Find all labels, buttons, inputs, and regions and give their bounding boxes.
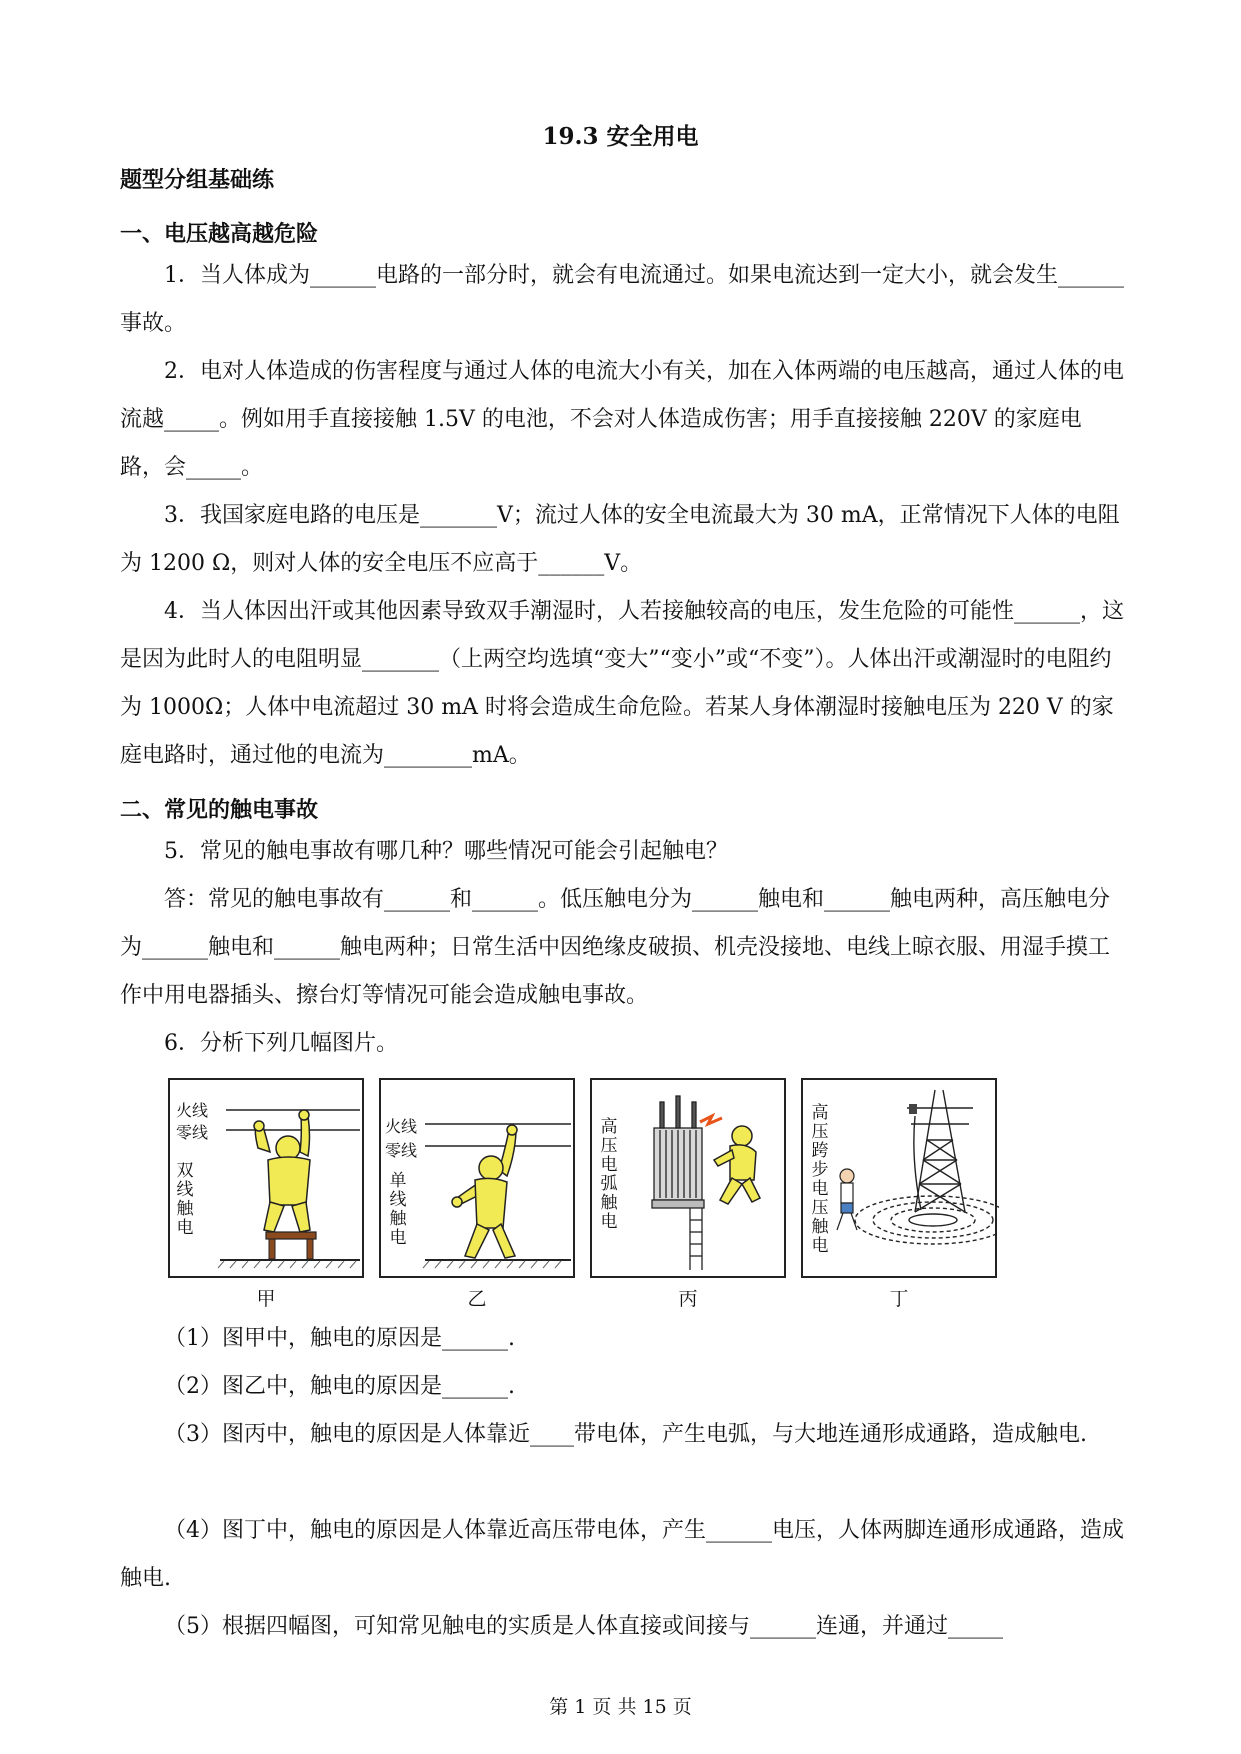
high-voltage-arc-illustration bbox=[592, 1080, 788, 1280]
panel-b-label: 单线触电 bbox=[389, 1171, 407, 1248]
question-5: 5．常见的触电事故有哪几种？哪些情况可能会引起触电？ bbox=[164, 839, 728, 864]
part2-heading: 二、常见的触电事故 bbox=[120, 797, 319, 823]
figure-panel-a bbox=[168, 1078, 364, 1278]
single-wire-shock-illustration bbox=[381, 1080, 577, 1280]
figure-panel-b bbox=[379, 1078, 575, 1278]
page-footer: 第 1 页 共 15 页 bbox=[549, 1696, 692, 1718]
panel-c-label: 高压电弧触电 bbox=[600, 1117, 618, 1232]
live-wire-label-a: 火线 bbox=[176, 1101, 209, 1120]
live-wire-label-b: 火线 bbox=[385, 1117, 418, 1136]
figure-row bbox=[168, 1078, 1038, 1278]
section-heading: 题型分组基础练 bbox=[120, 167, 275, 193]
neutral-wire-label-a: 零线 bbox=[176, 1123, 209, 1142]
question-6: 6．分析下列几幅图片。 bbox=[164, 1031, 398, 1056]
question-6-5: （5）根据四幅图，可知常见触电的实质是人体直接或间接与______连通，并通过_____ bbox=[164, 1614, 1003, 1639]
question-5-answer: 答：常见的触电事故有______和______。低压触电分为______触电和______触电两种，高压触电分为______触电和______触电两种；日常生活中因绝缘皮破损、机壳没接地、电线上晾衣服、用湿手摸工作中用电器插头、擦台灯等情况可能会造成触电事故。 bbox=[120, 887, 1111, 1008]
caption-b: 乙 bbox=[467, 1288, 487, 1310]
question-6-3: （3）图丙中，触电的原因是人体靠近____带电体，产生电弧，与大地连通形成通路，造成触电. bbox=[164, 1422, 1087, 1447]
panel-d-label: 高压跨步电压触电 bbox=[811, 1103, 829, 1256]
page-title: 19.3 安全用电 bbox=[542, 123, 699, 150]
question-6-1: （1）图甲中，触电的原因是______. bbox=[164, 1326, 515, 1351]
question-3: 3．我国家庭电路的电压是_______V；流过人体的安全电流最大为 30 mA，正常情况下人体的电阻为 1200 Ω，则对人体的安全电压不应高于______V。 bbox=[120, 503, 1120, 576]
caption-d: 丁 bbox=[889, 1288, 909, 1310]
figure-panel-d bbox=[801, 1078, 997, 1278]
panel-a-label: 双线触电 bbox=[176, 1161, 194, 1238]
step-voltage-illustration bbox=[803, 1080, 999, 1280]
part1-heading: 一、电压越高越危险 bbox=[120, 221, 319, 247]
figure-panel-c bbox=[590, 1078, 786, 1278]
neutral-wire-label-b: 零线 bbox=[385, 1141, 418, 1160]
caption-a: 甲 bbox=[256, 1288, 276, 1310]
question-4: 4．当人体因出汗或其他因素导致双手潮湿时，人若接触较高的电压，发生危险的可能性______，这是因为此时人的电阻明显_______（上两空均选填“变大”“变小”或“不变”）。人体出汗或潮湿时的电阻约为 1000Ω；人体中电流超过 30 mA 时将会造成生命危险。若某人身体潮湿时接触电压为 220 V 的家庭电路时，通过他的电流为________mA。 bbox=[120, 599, 1125, 768]
question-2: 2．电对人体造成的伤害程度与通过人体的电流大小有关，加在入体两端的电压越高，通过人体的电流越_____。例如用手直接接触 1.5V 的电池，不会对人体造成伤害；用手直接接触 220V 的家庭电路，会_____。 bbox=[120, 359, 1125, 480]
caption-c: 丙 bbox=[678, 1288, 698, 1310]
question-1: 1．当人体成为______电路的一部分时，就会有电流通过。如果电流达到一定大小，就会发生______事故。 bbox=[120, 263, 1124, 336]
question-6-2: （2）图乙中，触电的原因是______. bbox=[164, 1374, 515, 1399]
question-6-4: （4）图丁中，触电的原因是人体靠近高压带电体，产生______电压，人体两脚连通形成通路，造成触电. bbox=[120, 1518, 1125, 1591]
figure-captions bbox=[168, 1284, 1038, 1314]
